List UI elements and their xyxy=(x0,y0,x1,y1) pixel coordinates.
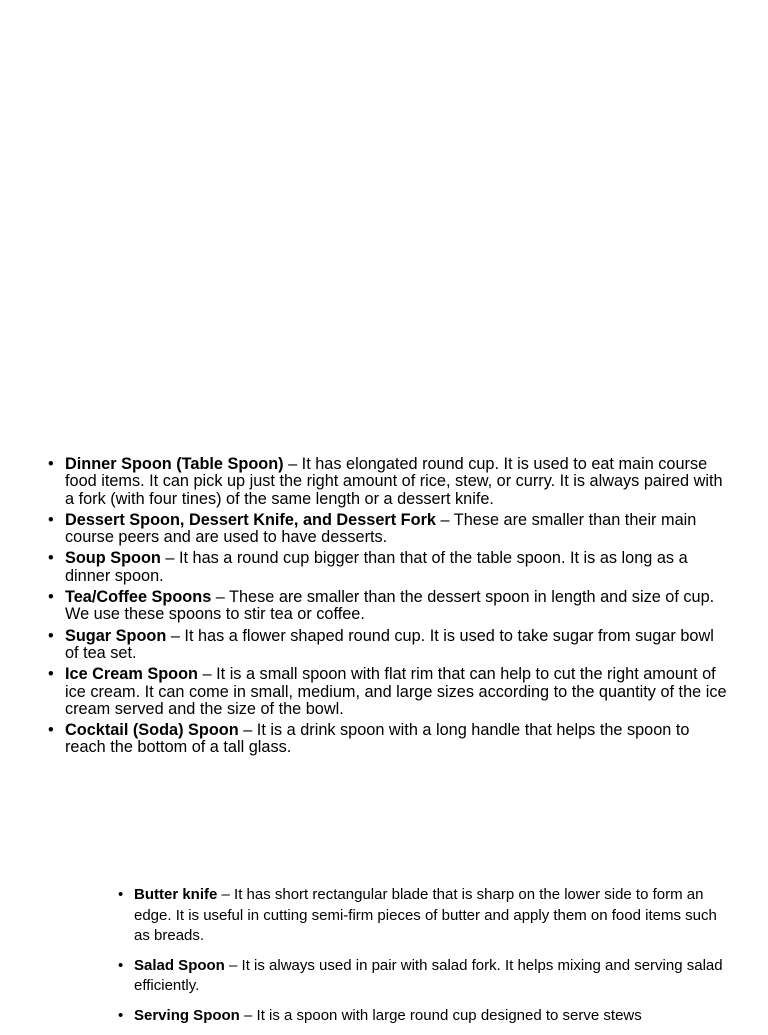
item-term: Serving Spoon xyxy=(134,1006,240,1024)
bullet-icon: • xyxy=(118,956,124,974)
list-item xyxy=(118,1006,728,1027)
list-item xyxy=(48,512,728,547)
list-item xyxy=(118,956,728,997)
list-item xyxy=(48,722,728,757)
item-description: – It has a flower shaped round cup. It is used to take sugar from sugar bowl of tea set. xyxy=(65,626,714,662)
item-term: Dinner Spoon (Table Spoon) xyxy=(65,455,284,473)
item-term: Cocktail (Soda) Spoon xyxy=(65,721,239,740)
item-term: Dessert Spoon, Dessert Knife, and Dessert Fork xyxy=(65,510,436,529)
item-description: – It has a round cup bigger than that of the table spoon. It is as long as a dinner spoon. xyxy=(65,549,688,585)
bullet-icon: • xyxy=(48,510,54,529)
bullet-icon: • xyxy=(48,549,54,568)
cutlery-list-upper xyxy=(48,456,728,761)
item-description: – It has short rectangular blade that is sharp on the lower side to form an edge. It is useful in cutting semi-firm pieces of butter and apply them on food items such as breads. xyxy=(134,886,717,944)
bullet-icon: • xyxy=(118,886,124,903)
item-term: Ice Cream Spoon xyxy=(65,665,199,684)
cutlery-list-lower xyxy=(118,885,728,1035)
item-description: – It is always used in pair with salad fork. It helps mixing and serving salad efficiently. xyxy=(134,956,723,994)
item-term: Butter knife xyxy=(134,886,218,903)
bullet-icon: • xyxy=(48,721,54,740)
item-description: – These are smaller than the dessert spoon in length and size of cup. We use these spoons to stir tea or coffee. xyxy=(65,588,715,624)
list-item xyxy=(48,550,728,585)
list-item xyxy=(48,589,728,624)
item-term: Salad Spoon xyxy=(134,956,225,974)
item-description: – It is a drink spoon with a long handle that helps the spoon to reach the bottom of a tall glass. xyxy=(65,721,690,757)
bullet-icon: • xyxy=(118,1006,124,1024)
item-description: – It has elongated round cup. It is used to eat main course food items. It can pick up just the right amount of rice, stew, or curry. It is always paired with a fork (with four tines) of the same length or a dessert knife. xyxy=(65,455,723,508)
item-description: – It is a spoon with large round cup designed to serve stews xyxy=(239,1006,642,1024)
list-item xyxy=(48,628,728,663)
list-item xyxy=(48,666,728,718)
list-item xyxy=(118,885,728,947)
bullet-icon: • xyxy=(48,626,54,645)
bullet-icon: • xyxy=(48,455,54,473)
bullet-icon: • xyxy=(48,665,54,684)
item-description: – It is a small spoon with flat rim that can help to cut the right amount of ice cream. It can come in small, medium, and large sizes according to the quantity of the ice cream served and the size of the bowl. xyxy=(65,665,727,718)
list-item xyxy=(48,456,728,508)
item-term: Soup Spoon xyxy=(65,549,161,568)
bullet-icon: • xyxy=(48,588,54,607)
item-term: Tea/Coffee Spoons xyxy=(65,588,212,607)
item-term: Sugar Spoon xyxy=(65,626,167,645)
item-description: – These are smaller than their main course peers and are used to have desserts. xyxy=(65,510,697,547)
